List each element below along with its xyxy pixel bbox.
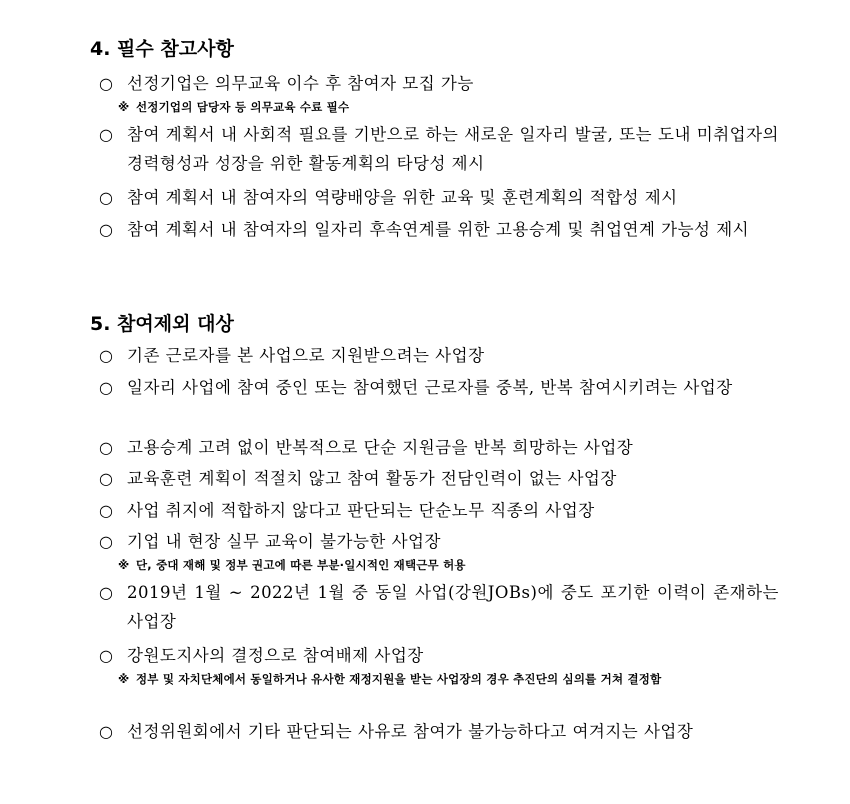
- list-item-text: 강원도지사의 결정으로 참여배제 사업장: [127, 646, 424, 665]
- list-item: [99, 527, 779, 556]
- list-item-text: 참여 계획서 내 사회적 필요를 기반으로 하는 새로운 일자리 발굴, 또는 도내 미취업자의 경력형성과 성장을 위한 활동계획의 타당성 제시: [127, 125, 779, 173]
- list-item-text: 사업 취지에 적합하지 않다고 판단되는 단순노무 직종의 사업장: [127, 501, 595, 520]
- note: [118, 554, 780, 576]
- circle-bullet: ○: [99, 583, 114, 602]
- list-item-text: 참여 계획서 내 참여자의 역량배양을 위한 교육 및 훈련계획의 적합성 제시: [127, 188, 678, 207]
- circle-bullet: ○: [99, 532, 114, 551]
- note-text: 단, 중대 재해 및 정부 권고에 따른 부분·일시적인 재택근무 허용: [136, 558, 466, 572]
- list-item-text: 기업 내 현장 실무 교육이 불가능한 사업장: [127, 532, 441, 551]
- circle-bullet: ○: [99, 346, 114, 365]
- list-item: [99, 464, 779, 493]
- section-4-heading: 4. 필수 참고사항: [90, 38, 234, 60]
- list-item: [99, 341, 779, 370]
- circle-bullet: ○: [99, 74, 114, 93]
- list-item: [99, 373, 779, 402]
- note: [118, 668, 780, 690]
- list-item: [99, 717, 779, 746]
- list-item: [99, 433, 779, 462]
- list-item: [99, 69, 779, 98]
- list-item: [99, 496, 779, 525]
- list-item-text: 기존 근로자를 본 사업으로 지원받으려는 사업장: [127, 346, 485, 365]
- list-item-text: 일자리 사업에 참여 중인 또는 참여했던 근로자를 중복, 반복 참여시키려는 사업장: [127, 378, 733, 397]
- list-item: [99, 120, 779, 178]
- reference-mark: ※: [118, 558, 130, 572]
- circle-bullet: ○: [99, 125, 114, 144]
- list-item: [99, 641, 779, 670]
- list-item-text: 선정기업은 의무교육 이수 후 참여자 모집 가능: [127, 74, 474, 93]
- circle-bullet: ○: [99, 438, 114, 457]
- section-5-heading: 5. 참여제외 대상: [90, 313, 234, 335]
- list-item-text: 고용승계 고려 없이 반복적으로 단순 지원금을 반복 희망하는 사업장: [127, 438, 634, 457]
- list-item: [99, 578, 779, 636]
- list-item-text: 2019년 1월 ~ 2022년 1월 중 동일 사업(강원JOBs)에 중도 포기한 이력이 존재하는 사업장: [127, 583, 779, 631]
- circle-bullet: ○: [99, 501, 114, 520]
- circle-bullet: ○: [99, 378, 114, 397]
- list-item-text: 선정위원회에서 기타 판단되는 사유로 참여가 불가능하다고 여겨지는 사업장: [127, 722, 694, 741]
- circle-bullet: ○: [99, 188, 114, 207]
- reference-mark: ※: [118, 672, 130, 686]
- list-item-text: 교육훈련 계획이 적절치 않고 참여 활동가 전담인력이 없는 사업장: [127, 469, 617, 488]
- list-item: [99, 183, 779, 212]
- note: [118, 96, 780, 118]
- note-text: 정부 및 자치단체에서 동일하거나 유사한 재정지원을 받는 사업장의 경우 추진단의 심의를 거쳐 결정함: [136, 672, 662, 686]
- circle-bullet: ○: [99, 469, 114, 488]
- circle-bullet: ○: [99, 220, 114, 239]
- list-item-text: 참여 계획서 내 참여자의 일자리 후속연계를 위한 고용승계 및 취업연계 가능성 제시: [127, 220, 750, 239]
- circle-bullet: ○: [99, 646, 114, 665]
- reference-mark: ※: [118, 100, 130, 114]
- circle-bullet: ○: [99, 722, 114, 741]
- list-item: [99, 215, 779, 244]
- note-text: 선정기업의 담당자 등 의무교육 수료 필수: [136, 100, 350, 114]
